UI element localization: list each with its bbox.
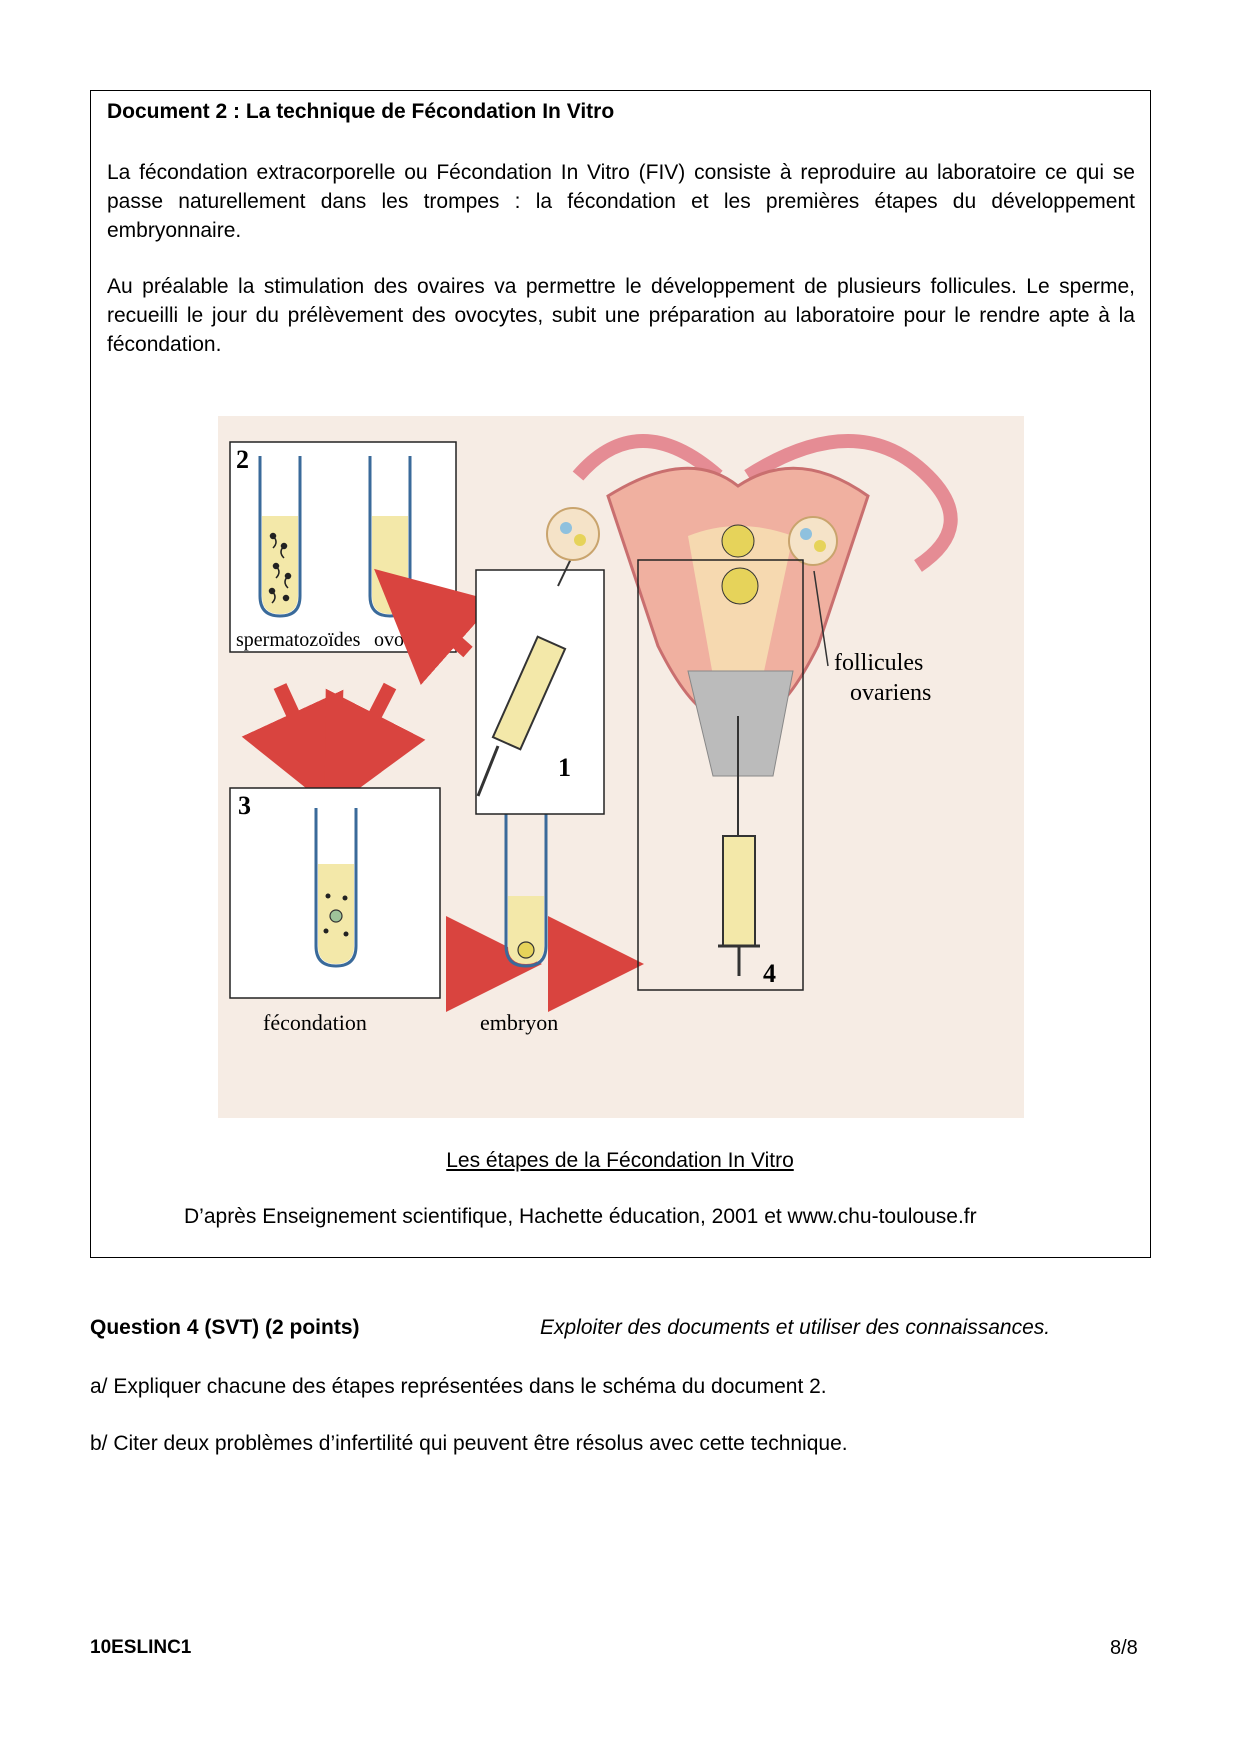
footer-code: 10ESLINC1: [90, 1637, 192, 1658]
question-part-b: b/ Citer deux problèmes d’infertilité qui peuvent être résolus avec cette technique.: [90, 1432, 848, 1455]
ovary-right: [789, 517, 837, 565]
label-spermatozoides: spermatozoïdes: [236, 629, 361, 651]
paragraph-stimulation: Au préalable la stimulation des ovaires va permettre le développement de plusieurs follicules. Le sperme, recueilli le jour du prélèvement des ovocytes, subit une préparation au laboratoire pour le rendre apte à la fécondation.: [107, 275, 1135, 356]
ovary-left: [547, 508, 599, 560]
question-title: Question 4 (SVT) (2 points): [90, 1316, 360, 1339]
footer-page-number: 8/8: [1110, 1637, 1138, 1659]
question-part-a: a/ Expliquer chacune des étapes représentées dans le schéma du document 2.: [90, 1375, 827, 1398]
document-title: Document 2 : La technique de Fécondation In Vitro: [107, 100, 615, 123]
ivf-diagram: [218, 416, 1024, 1118]
step-number-3: 3: [238, 791, 251, 820]
figure-caption: Les étapes de la Fécondation In Vitro: [446, 1149, 794, 1172]
label-fecondation: fécondation: [263, 1010, 367, 1035]
step-number-4: 4: [763, 959, 776, 988]
paragraph-intro: La fécondation extracorporelle ou Fécondation In Vitro (FIV) consiste à reproduire au laboratoire ce qui se passe naturellement dans les trompes : la fécondation et les premières étapes du développement embryonnaire.: [107, 161, 1135, 242]
label-ovocyte: ovocyte: [374, 629, 438, 651]
label-ovariens: ovariens: [850, 680, 932, 706]
question-skill: Exploiter des documents et utiliser des connaissances.: [540, 1316, 1051, 1339]
label-follicules: follicules: [834, 650, 924, 676]
label-embryon: embryon: [480, 1010, 559, 1035]
figure-source: D’après Enseignement scientifique, Hachette éducation, 2001 et www.chu-toulouse.fr: [184, 1205, 977, 1228]
step-number-2: 2: [236, 445, 249, 474]
step-number-1: 1: [558, 753, 571, 782]
